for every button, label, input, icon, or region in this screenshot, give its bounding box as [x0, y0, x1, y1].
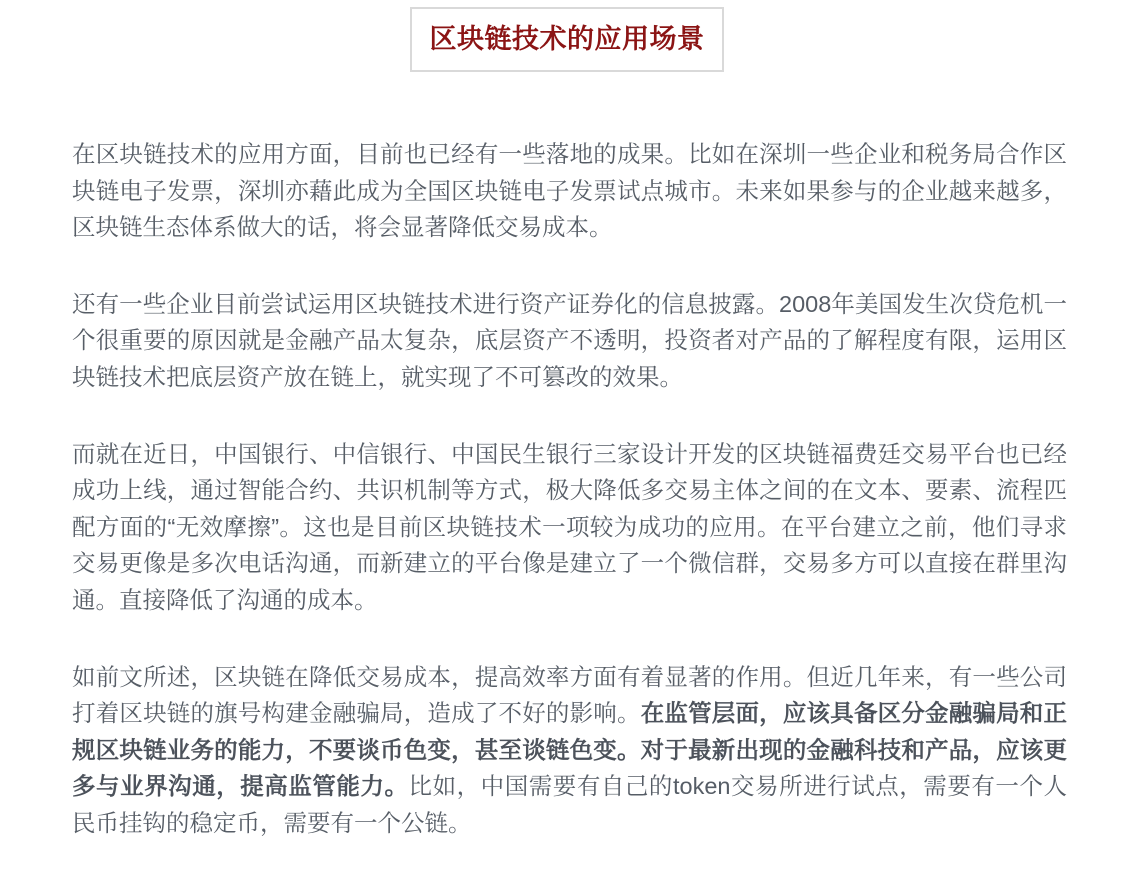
paragraph-bold-segment: 在监管层面，应该具备区分金融骗局和正规区块链业务的能力，不要谈币色变，甚至谈链色变。对于最新出现的金融科技和产品，应该更多与业界沟通，提高监管能力。 [72, 700, 1068, 800]
paragraph [72, 286, 1067, 396]
article-title: 区块链技术的应用场景 [429, 24, 705, 55]
paragraph-segment: 在区块链技术的应用方面，目前也已经有一些落地的成果。比如在深圳一些企业和税务局合作区块链电子发票，深圳亦藉此成为全国区块链电子发票试点城市。未来如果参与的企业越来越多，区块链生态体系做大的话，将会显著降低交易成本。 [72, 141, 1067, 241]
paragraph-segment: 还有一些企业目前尝试运用区块链技术进行资产证券化的信息披露。2008年美国发生次贷危机一个很重要的原因就是金融产品太复杂，底层资产不透明，投资者对产品的了解程度有限，运用区块链技术把底层资产放在链上，就实现了不可篡改的效果。 [72, 290, 1067, 390]
paragraph [72, 436, 1067, 619]
article-title-box [410, 7, 724, 72]
paragraph-segment: 而就在近日，中国银行、中信银行、中国民生银行三家设计开发的区块链福费廷交易平台也已经成功上线，通过智能合约、共识机制等方式，极大降低多交易主体之间的在文本、要素、流程匹配方面的“无效摩擦”。这也是目前区块链技术一项较为成功的应用。在平台建立之前，他们寻求交易更像是多次电话沟通，而新建立的平台像是建立了一个微信群，交易多方可以直接在群里沟通。直接降低了沟通的成本。 [72, 440, 1067, 613]
paragraph-segment: 比如，中国需要有自己的token交易所进行试点，需要有一个人民币挂钩的稳定币，需要有一个公链。 [72, 773, 1067, 836]
paragraph [72, 659, 1067, 842]
paragraph [72, 136, 1067, 246]
article-body [72, 136, 1067, 842]
paragraph-segment: 如前文所述，区块链在降低交易成本，提高效率方面有着显著的作用。但近几年来，有一些公司打着区块链的旗号构建金融骗局，造成了不好的影响。 [72, 663, 1067, 727]
